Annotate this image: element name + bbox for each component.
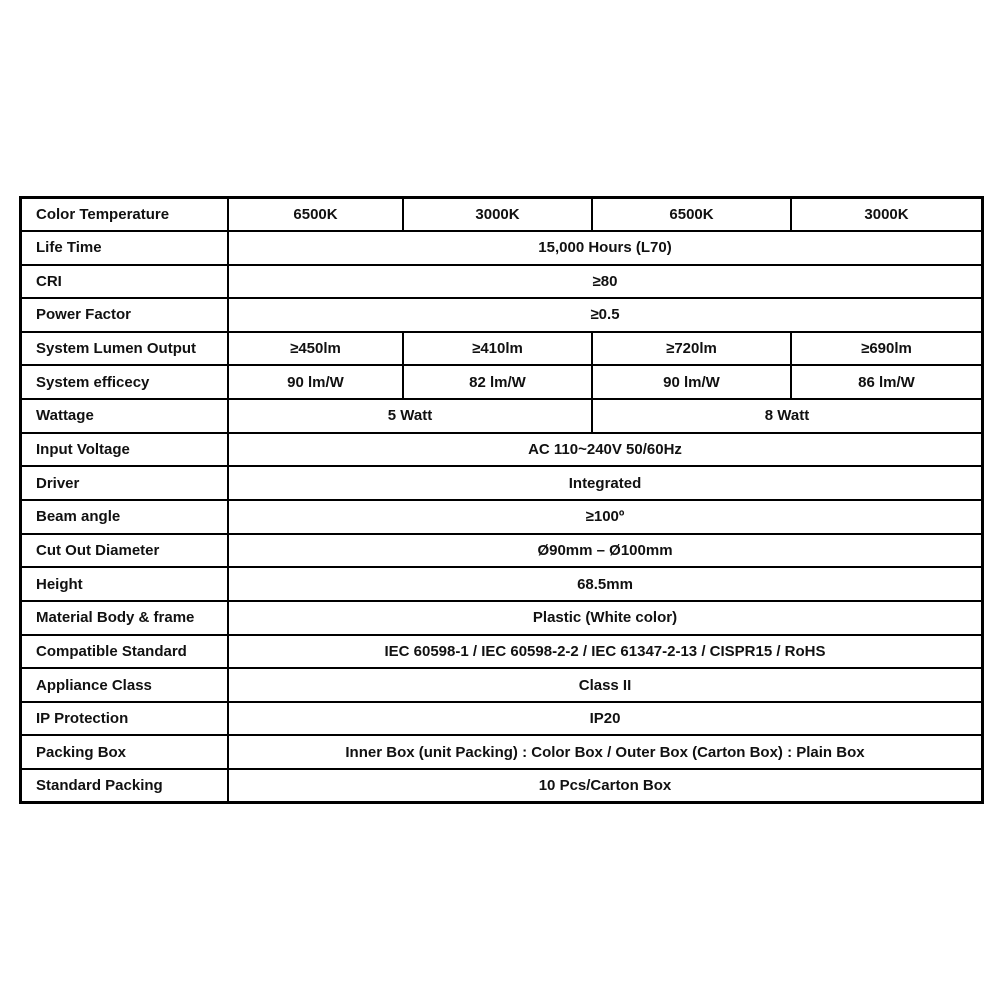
row-packing-box [22, 735, 981, 769]
row-label: Input Voltage [22, 433, 228, 467]
row-label: Material Body & frame [22, 601, 228, 635]
spec-table [19, 196, 984, 804]
row-system-lumen-output [22, 332, 981, 366]
row-height [22, 567, 981, 601]
row-label: Life Time [22, 231, 228, 265]
cell-value: 3000K [791, 199, 981, 231]
cell-value: 90 lm/W [592, 365, 791, 399]
row-power-factor [22, 298, 981, 332]
row-label: Packing Box [22, 735, 228, 769]
row-label: Standard Packing [22, 769, 228, 801]
cell-value: IP20 [228, 702, 981, 736]
row-material [22, 601, 981, 635]
cell-value: ≥720lm [592, 332, 791, 366]
spec-table-grid [22, 199, 981, 801]
cell-value: 5 Watt [228, 399, 592, 433]
cell-value: 68.5mm [228, 567, 981, 601]
cell-value: AC 110~240V 50/60Hz [228, 433, 981, 467]
cell-value: 3000K [403, 199, 592, 231]
row-label: Driver [22, 466, 228, 500]
row-wattage [22, 399, 981, 433]
row-label: Wattage [22, 399, 228, 433]
cell-value: ≥450lm [228, 332, 403, 366]
cell-value: ≥0.5 [228, 298, 981, 332]
row-label: CRI [22, 265, 228, 299]
row-label: Beam angle [22, 500, 228, 534]
cell-value: 86 lm/W [791, 365, 981, 399]
row-cri [22, 265, 981, 299]
row-label: Cut Out Diameter [22, 534, 228, 568]
row-label: Color Temperature [22, 199, 228, 231]
cell-value: 10 Pcs/Carton Box [228, 769, 981, 801]
cell-value: ≥410lm [403, 332, 592, 366]
cell-value: 90 lm/W [228, 365, 403, 399]
row-driver [22, 466, 981, 500]
row-standard-packing [22, 769, 981, 801]
cell-value: 15,000 Hours (L70) [228, 231, 981, 265]
row-system-efficacy [22, 365, 981, 399]
row-label: Compatible Standard [22, 635, 228, 669]
cell-value: ≥80 [228, 265, 981, 299]
row-label: Power Factor [22, 298, 228, 332]
row-label: System Lumen Output [22, 332, 228, 366]
row-label: Appliance Class [22, 668, 228, 702]
cell-value: Inner Box (unit Packing) : Color Box / Outer Box (Carton Box) : Plain Box [228, 735, 981, 769]
cell-value: IEC 60598-1 / IEC 60598-2-2 / IEC 61347-2-13 / CISPR15 / RoHS [228, 635, 981, 669]
row-appliance-class [22, 668, 981, 702]
row-label: System efficecy [22, 365, 228, 399]
cell-value: Plastic (White color) [228, 601, 981, 635]
cell-value: Class II [228, 668, 981, 702]
cell-value: 6500K [592, 199, 791, 231]
row-label: IP Protection [22, 702, 228, 736]
cell-value: Ø90mm – Ø100mm [228, 534, 981, 568]
row-input-voltage [22, 433, 981, 467]
cell-value: Integrated [228, 466, 981, 500]
row-life-time [22, 231, 981, 265]
row-compatible-standard [22, 635, 981, 669]
cell-value: 8 Watt [592, 399, 981, 433]
row-cut-out-diameter [22, 534, 981, 568]
row-beam-angle [22, 500, 981, 534]
cell-value: ≥100º [228, 500, 981, 534]
cell-value: 82 lm/W [403, 365, 592, 399]
cell-value: ≥690lm [791, 332, 981, 366]
row-color-temperature [22, 199, 981, 231]
row-label: Height [22, 567, 228, 601]
cell-value: 6500K [228, 199, 403, 231]
row-ip-protection [22, 702, 981, 736]
